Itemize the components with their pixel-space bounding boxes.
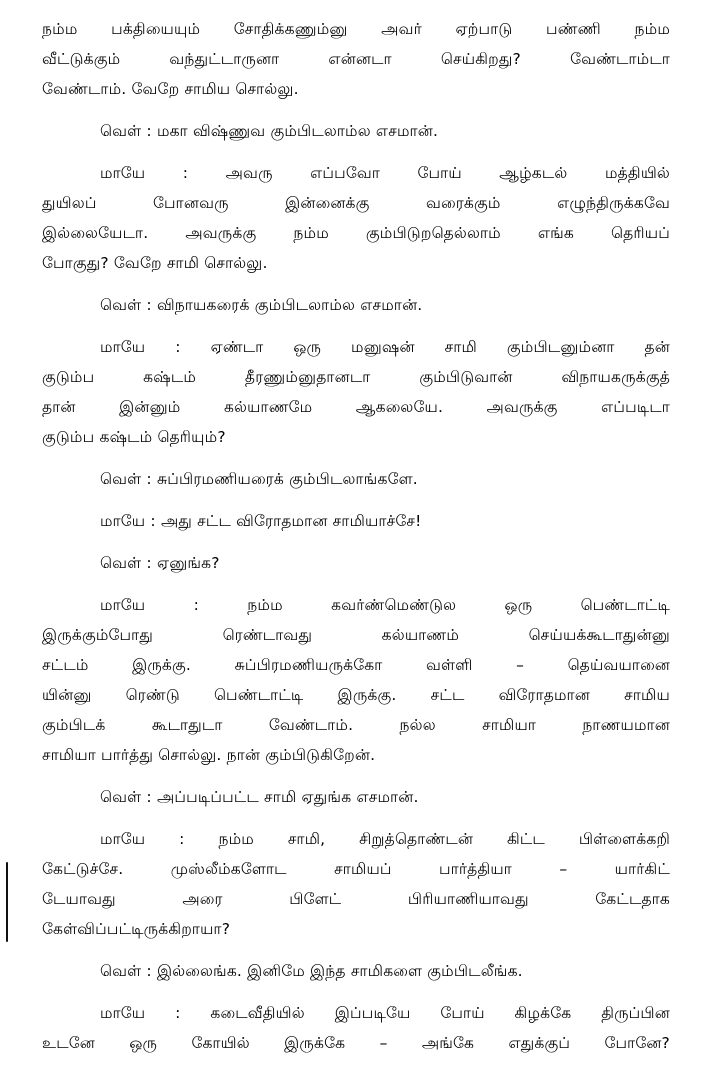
text-line: வெள் : சுப்பிரமணியரைக் கும்பிடலாங்களே.	[100, 470, 418, 488]
dialogue-paragraph	[42, 998, 670, 1058]
dialogue-paragraph	[42, 956, 670, 986]
text-line: வேண்டாம். வேறே சாமிய சொல்லு.	[42, 80, 299, 98]
text-line: இருக்கும்போது ரெண்டாவது கல்யாணம் செய்யக்கூடாதுன்னு	[42, 626, 670, 644]
dialogue-paragraph	[42, 332, 670, 452]
dialogue-paragraph	[42, 116, 670, 146]
text-line: சட்டம் இருக்கு. சுப்பிரமணியருக்கோ வள்ளி – தெய்வயானை	[42, 656, 670, 674]
margin-scan-line	[6, 862, 8, 942]
text-line: வெள் : அப்படிப்பட்ட சாமி ஏதுங்க எசமான்.	[100, 788, 419, 806]
dialogue-paragraph	[42, 158, 670, 278]
text-line: மாயே : அது சட்ட விரோதமான சாமியாச்சே!	[100, 512, 422, 530]
dialogue-paragraph	[42, 290, 670, 320]
text-line: சாமியா பார்த்து சொல்லு. நான் கும்பிடுகிறேன்.	[42, 746, 376, 764]
dialogue-paragraph	[42, 548, 670, 578]
text-line: கேட்டுச்சே. முஸ்லீம்களோட சாமியப் பார்த்தியா – யார்கிட்	[42, 860, 670, 878]
text-line: தான் இன்னும் கல்யாணமே ஆகலையே. அவருக்கு எப்படிடா	[42, 398, 670, 416]
text-line: மாயே : நம்ம கவர்ண்மெண்டுல ஒரு பெண்டாட்டி	[100, 596, 670, 614]
dialogue-paragraph	[42, 782, 670, 812]
text-line: கேள்விப்பட்டிருக்கிறாயா?	[42, 920, 231, 938]
dialogue-paragraph	[42, 824, 670, 944]
text-line: மாயே : ஏண்டா ஒரு மனுஷன் சாமி கும்பிடனும்னா தன்	[100, 338, 670, 356]
text-line: வெள் : விநாயகரைக் கும்பிடலாம்ல எசமான்.	[100, 296, 423, 314]
text-line: வெள் : இல்லைங்க. இனிமே இந்த சாமிகளை கும்பிடலீங்க.	[100, 962, 523, 980]
text-line: இல்லையேடா. அவருக்கு நம்ம கும்பிடுறதெல்லாம் எங்க தெரியப்	[42, 224, 670, 242]
text-line: கும்பிடக் கூடாதுடா வேண்டாம். நல்ல சாமியா நாணயமான	[42, 716, 670, 734]
document-body	[42, 14, 670, 1070]
text-line: நம்ம பக்தியையும் சோதிக்கணும்னு அவர் ஏற்பாடு பண்ணி நம்ம	[42, 20, 670, 38]
text-line: போகுது? வேறே சாமி சொல்லு.	[42, 254, 268, 272]
text-line: டேயாவது அரை பிளேட் பிரியாணியாவது கேட்டதாக	[42, 890, 670, 908]
dialogue-paragraph	[42, 506, 670, 536]
text-line: யின்னு ரெண்டு பெண்டாட்டி இருக்கு. சட்ட விரோதமான சாமிய	[42, 686, 670, 704]
paragraph	[42, 14, 670, 104]
text-line: வீட்டுக்கும் வந்துட்டாருனா என்னடா செய்கிறது? வேண்டாம்டா	[42, 50, 670, 68]
text-line: வெள் : மகா விஷ்ணுவ கும்பிடலாம்ல எசமான்.	[100, 122, 439, 140]
text-line: மாயே : கடைவீதியில் இப்படியே போய் கிழக்கே திருப்பின	[100, 1004, 670, 1022]
text-line: குடும்ப கஷ்டம் தெரியும்?	[42, 428, 226, 446]
dialogue-paragraph	[42, 590, 670, 770]
dialogue-paragraph	[42, 464, 670, 494]
text-line: வெள் : ஏனுங்க?	[100, 554, 220, 572]
text-line: மாயே : நம்ம சாமி, சிறுத்தொண்டன் கிட்ட பிள்ளைக்கறி	[100, 830, 670, 848]
text-line: குடும்ப கஷ்டம் தீரணும்னுதானடா கும்பிடுவான் விநாயகருக்குத்	[42, 368, 670, 386]
text-line: துயிலப் போனவரு இன்னைக்கு வரைக்கும் எழுந்திருக்கவே	[42, 194, 670, 212]
text-line: உடனே ஒரு கோயில் இருக்கே – அங்கே எதுக்குப் போனே?	[42, 1034, 670, 1052]
text-line: மாயே : அவரு எப்பவோ போய் ஆழ்கடல் மத்தியில்	[100, 164, 670, 182]
